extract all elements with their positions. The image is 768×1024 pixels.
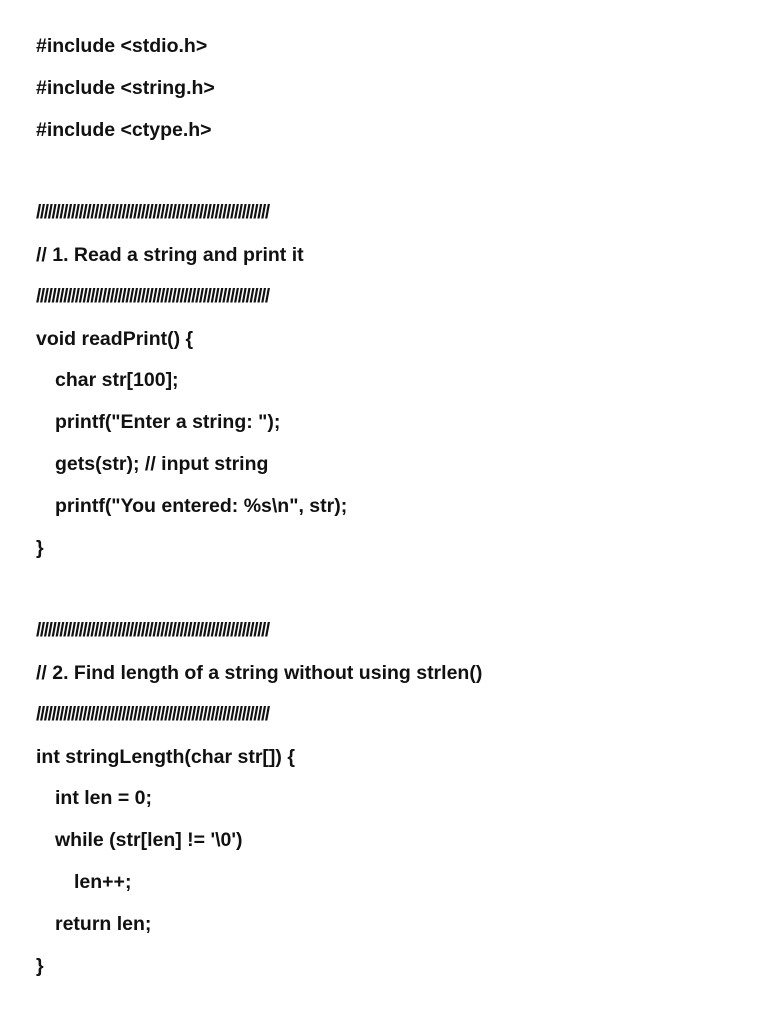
code-line-while: while (str[len] != '\0') <box>55 829 243 852</box>
comment-separator: //////////////////////////////////////////////////////////// <box>36 703 269 725</box>
code-line-printf-prompt: printf("Enter a string: "); <box>55 411 281 434</box>
code-line-stringlength-signature: int stringLength(char str[]) { <box>36 745 295 768</box>
section-comment-1: // 1. Read a string and print it <box>36 243 304 266</box>
code-line-return: return len; <box>55 912 152 935</box>
code-line-len-increment: len++; <box>74 870 132 893</box>
code-line-include-string: #include <string.h> <box>36 76 215 99</box>
code-line-int-len: int len = 0; <box>55 787 152 810</box>
code-line-printf-output: printf("You entered: %s\n", str); <box>55 494 348 517</box>
code-line-close-brace: } <box>36 536 44 559</box>
code-listing <box>36 33 736 994</box>
code-line-include-ctype: #include <ctype.h> <box>36 118 212 141</box>
comment-separator: //////////////////////////////////////////////////////////// <box>36 285 269 307</box>
code-line-readprint-signature: void readPrint() { <box>36 327 194 350</box>
section-comment-2: // 2. Find length of a string without using strlen() <box>36 661 483 684</box>
code-line-char-str: char str[100]; <box>55 369 179 392</box>
comment-separator: //////////////////////////////////////////////////////////// <box>36 202 269 224</box>
code-line-gets: gets(str); // input string <box>55 452 269 475</box>
blank-line <box>36 158 736 200</box>
blank-line <box>36 576 736 618</box>
code-line-close-brace: } <box>36 954 44 977</box>
comment-separator: //////////////////////////////////////////////////////////// <box>36 620 269 642</box>
code-line-include-stdio: #include <stdio.h> <box>36 35 208 57</box>
